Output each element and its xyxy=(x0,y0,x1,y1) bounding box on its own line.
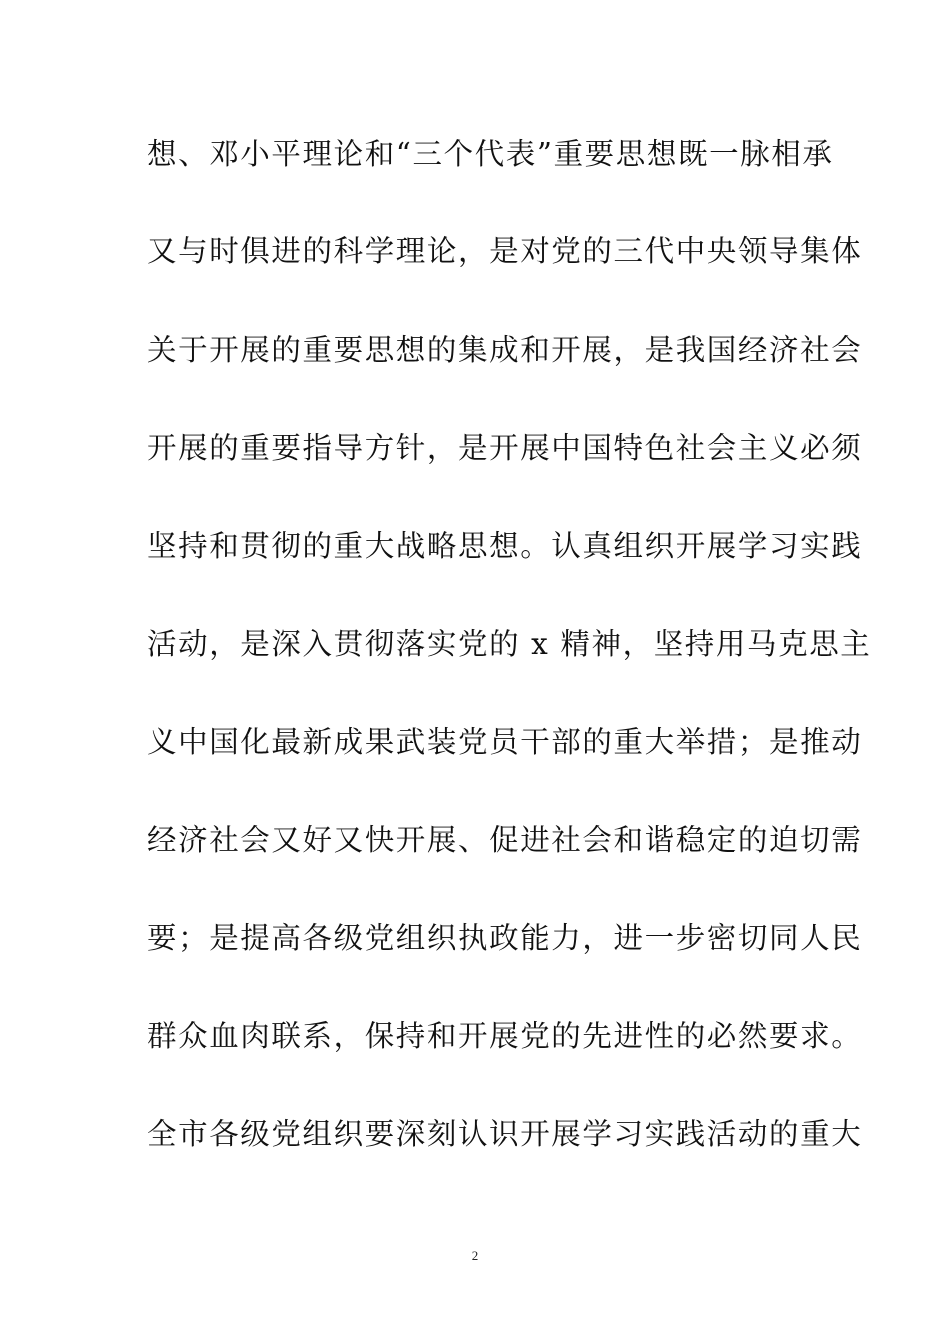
body-text-line: 想、邓小平理论和“三个代表”重要思想既一脉相承 xyxy=(147,137,834,171)
body-text-line: 活动，是深入贯彻落实党的 x 精神，坚持用马克思主 xyxy=(147,627,872,661)
body-text-line: 义中国化最新成果武装党员干部的重大举措；是推动 xyxy=(147,725,863,759)
body-text-line: 经济社会又好又快开展、促进社会和谐稳定的迫切需 xyxy=(147,823,863,857)
body-text-line: 又与时俱进的科学理论，是对党的三代中央领导集体 xyxy=(147,234,863,268)
body-text-line: 全市各级党组织要深刻认识开展学习实践活动的重大 xyxy=(147,1117,863,1151)
body-text-line: 坚持和贯彻的重大战略思想。认真组织开展学习实践 xyxy=(147,529,863,563)
body-text-line: 群众血肉联系，保持和开展党的先进性的必然要求。 xyxy=(147,1019,863,1053)
body-text-line: 开展的重要指导方针，是开展中国特色社会主义必须 xyxy=(147,431,863,465)
body-text-line: 关于开展的重要思想的集成和开展，是我国经济社会 xyxy=(147,333,863,367)
body-text-line: 要；是提高各级党组织执政能力，进一步密切同人民 xyxy=(147,921,863,955)
page-number: 2 xyxy=(471,1248,479,1263)
